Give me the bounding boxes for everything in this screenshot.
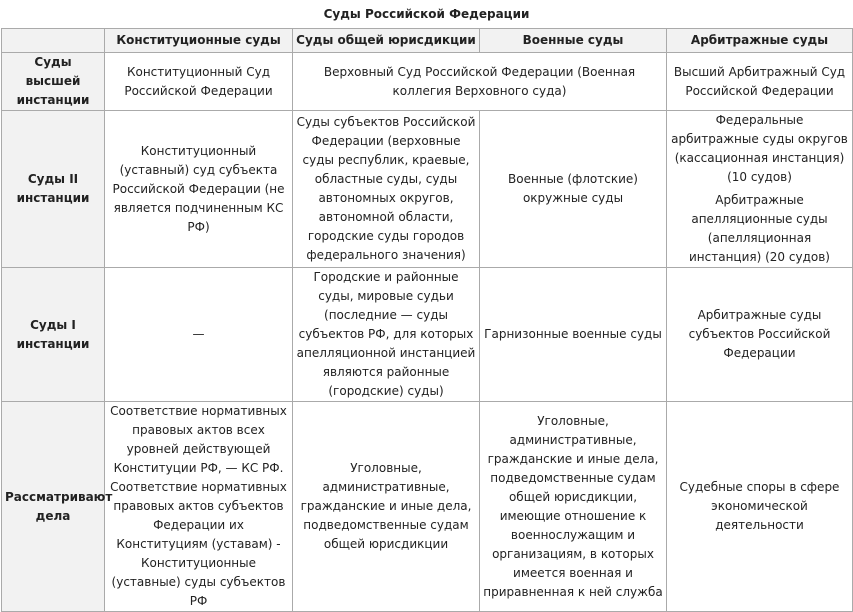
header-row: [2, 29, 853, 53]
row-label: Суды II инстанции: [2, 111, 105, 268]
table-cell: Городские и районные суды, мировые судьи (последние — суды субъектов РФ, для которых апелляционной инстанцией являются районные (городские) суды): [293, 268, 480, 402]
table-cell: [667, 111, 853, 268]
header-general: Суды общей юрисдикции: [293, 29, 480, 53]
row-label: Рассматривают дела: [2, 402, 105, 612]
table-cell: —: [105, 268, 293, 402]
table-cell: Уголовные, административные, гражданские и иные дела, подведомственные судам общей юрисдикции, имеющие отношение к военнослужащим и организациям, в которых имеется военная и приравненная к ней служба: [480, 402, 667, 612]
table-cell: Конституционный (уставный) суд субъекта Российской Федерации (не является подчиненным КС РФ): [105, 111, 293, 268]
row-label: Суды I инстанции: [2, 268, 105, 402]
table-cell: Конституционный Суд Российской Федерации: [105, 53, 293, 111]
table-cell: Верховный Суд Российской Федерации (Военная коллегия Верховного суда): [293, 53, 667, 111]
table-cell: Арбитражные суды субъектов Российской Федерации: [667, 268, 853, 402]
table-cell: Соответствие нормативных правовых актов всех уровней действующей Конституции РФ, — КС РФ. Соответствие нормативных правовых актов субъектов Федерации их Конституциям (уставам) - Конституционные (уставные) суды субъектов РФ: [105, 402, 293, 612]
table-cell: Уголовные, административные, гражданские и иные дела, подведомственные судам общей юрисдикции: [293, 402, 480, 612]
table-caption: Суды Российской Федерации: [323, 7, 530, 21]
courts-table: [1, 28, 853, 612]
cell-paragraph: Федеральные арбитражные суды округов (кассационная инстанция) (10 судов): [671, 113, 848, 184]
cell-paragraph: Арбитражные апелляционные суды (апелляционная инстанция) (20 судов): [689, 193, 830, 264]
table-cell: Высший Арбитражный Суд Российской Федерации: [667, 53, 853, 111]
table-row: [2, 402, 853, 612]
table-cell: Суды субъектов Российской Федерации (верховные суды республик, краевые, областные суды, суды автономных округов, автономной области, городские суды городов федерального значения): [293, 111, 480, 268]
table-row: [2, 268, 853, 402]
table-cell: Военные (флотские) окружные суды: [480, 111, 667, 268]
table-row: [2, 111, 853, 268]
table-cell: Судебные споры в сфере экономической деятельности: [667, 402, 853, 612]
table-cell: Гарнизонные военные суды: [480, 268, 667, 402]
header-corner: [2, 29, 105, 53]
table-row: [2, 53, 853, 111]
row-label: Суды высшей инстанции: [2, 53, 105, 111]
header-arbitration: Арбитражные суды: [667, 29, 853, 53]
header-military: Военные суды: [480, 29, 667, 53]
header-constitutional: Конституционные суды: [105, 29, 293, 53]
